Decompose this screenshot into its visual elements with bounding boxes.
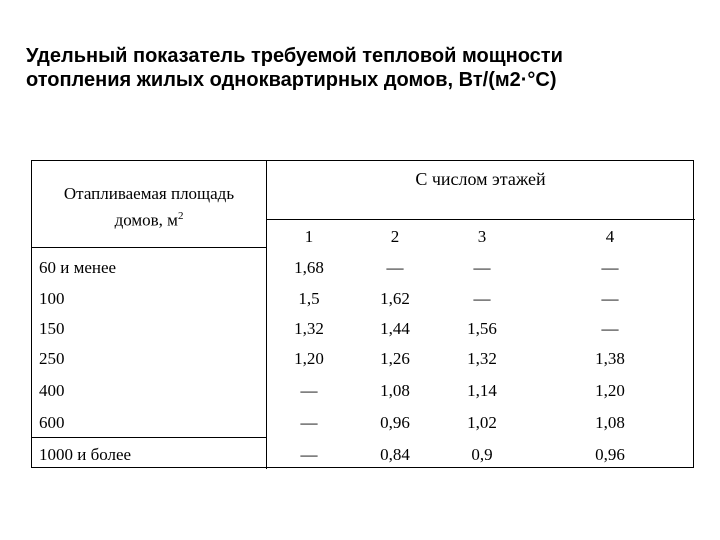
floor-column-header: 4 <box>605 227 615 246</box>
floors-group-header: С числом этажей <box>415 169 546 189</box>
table-cell: 0,9 <box>471 445 493 464</box>
title-line-2: отопления жилых одноквартирных домов, Вт/(м2·°С) <box>26 69 557 91</box>
area-header-unit: домов, м <box>114 210 178 230</box>
row-label: 400 <box>39 381 65 400</box>
row-label: 150 <box>39 319 65 338</box>
table-cell: — <box>386 258 404 277</box>
table-cell: 1,02 <box>467 413 497 432</box>
table-cell: 1,08 <box>595 413 625 432</box>
table-cell: 0,96 <box>595 445 625 464</box>
table-cell: 0,96 <box>380 413 410 432</box>
table-cell: — <box>601 289 619 308</box>
table-cell: 1,38 <box>595 349 625 368</box>
table-cell: — <box>601 258 619 277</box>
table-cell: — <box>473 289 491 308</box>
table-divider-vertical <box>266 161 267 469</box>
table-cell: — <box>300 381 318 400</box>
table-cell: 1,14 <box>467 381 497 400</box>
row-label: 1000 и более <box>39 445 132 464</box>
row-label: 250 <box>39 349 65 368</box>
table-cell: 1,44 <box>380 319 410 338</box>
table-cell: — <box>473 258 491 277</box>
area-column-header <box>32 183 266 232</box>
area-header-unit-sup: 2 <box>177 210 184 222</box>
page-title <box>26 44 706 92</box>
table-cell: — <box>300 445 318 464</box>
table-cell: — <box>601 319 619 338</box>
table-cell: — <box>300 413 318 432</box>
table-cell: 1,20 <box>595 381 625 400</box>
table-cell: 1,20 <box>294 349 324 368</box>
table-cell: 1,62 <box>380 289 410 308</box>
table-cell: 1,68 <box>294 258 324 277</box>
table-cell: 1,32 <box>467 349 497 368</box>
row-label: 100 <box>39 289 65 308</box>
table-divider-header <box>266 219 695 220</box>
area-header-line-1: Отапливаемая площадь <box>63 184 235 203</box>
table-cell: 1,32 <box>294 319 324 338</box>
floor-column-header: 2 <box>390 227 400 246</box>
title-line-1: Удельный показатель требуемой тепловой мощности <box>26 45 563 67</box>
table-cell: 1,26 <box>380 349 410 368</box>
table-cell: 1,08 <box>380 381 410 400</box>
table-cell: 0,84 <box>380 445 410 464</box>
floor-column-header: 3 <box>477 227 487 246</box>
table-cell: 1,56 <box>467 319 497 338</box>
table-divider-rowheader <box>32 247 266 248</box>
heating-power-table <box>31 160 694 468</box>
row-label: 600 <box>39 413 65 432</box>
area-header-line-2 <box>32 205 266 232</box>
row-label: 60 и менее <box>39 258 117 277</box>
table-cell: 1,5 <box>298 289 320 308</box>
floor-column-header: 1 <box>304 227 314 246</box>
table-divider-lastrow <box>32 437 266 438</box>
